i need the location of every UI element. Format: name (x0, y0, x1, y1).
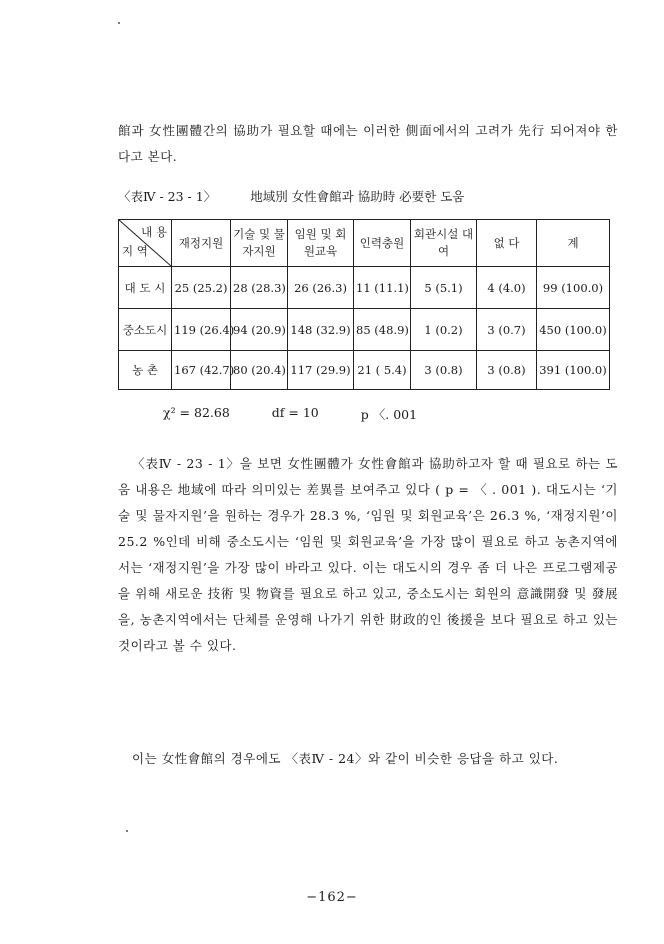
table-cell: 80 (20.4) (231, 351, 288, 390)
data-table (118, 219, 610, 390)
table-cell: 1 (0.2) (411, 309, 477, 351)
table-title: 地域別 女性會館과 協助時 必要한 도움 (250, 189, 465, 204)
table-row (119, 309, 610, 351)
row-header: 중소도시 (119, 309, 172, 351)
table-cell: 85 (48.9) (354, 309, 411, 351)
column-header: 계 (537, 220, 610, 267)
column-header: 회관시설 대 여 (411, 220, 477, 267)
column-header: 기술 및 물자지원 (231, 220, 288, 267)
table-cell: 3 (0.8) (477, 351, 537, 390)
corner-content-label: 내 용 (141, 225, 167, 239)
p-value: p 〈. 001 (360, 407, 418, 422)
row-header: 대 도 시 (119, 267, 172, 309)
table-cell: 26 (26.3) (288, 267, 354, 309)
degrees-of-freedom: df = 10 (271, 405, 319, 420)
column-header: 재정지원 (172, 220, 231, 267)
table-cell: 28 (28.3) (231, 267, 288, 309)
table-cell: 391 (100.0) (537, 351, 610, 390)
table-cell: 117 (29.9) (288, 351, 354, 390)
table-cell: 119 (26.4) (172, 309, 231, 351)
intro-paragraph: 館과 女性團體간의 協助가 필요할 때에는 이러한 側面에서의 고려가 先行 되어져야 한다고 본다. (118, 123, 618, 164)
column-header: 임원 및 회원교육 (288, 220, 354, 267)
corner-region-label: 지 역 (122, 244, 148, 258)
table-cell: 3 (0.7) (477, 309, 537, 351)
table-cell: 5 (5.1) (411, 267, 477, 309)
table-cell: 99 (100.0) (537, 267, 610, 309)
table-header-row (119, 220, 610, 267)
body-paragraph: 이는 女性會館의 경우에도 〈表Ⅳ - 24〉와 같이 비슷한 응답을 하고 있다. (132, 751, 559, 766)
statistics-line (163, 405, 417, 423)
table-caption (118, 187, 608, 205)
table-cell: 11 (11.1) (354, 267, 411, 309)
table-cell: 21 ( 5.4) (354, 351, 411, 390)
column-header: 인력충원 (354, 220, 411, 267)
table-row (119, 267, 610, 309)
row-header: 농 촌 (119, 351, 172, 390)
body-paragraph: 〈表Ⅳ - 23 - 1〉을 보면 女性團體가 女性會館과 協助하고자 할 때 필요로 하는 도움 내용은 地域에 따라 의미있는 差異를 보여주고 있다 ( p = 〈 . 001 ). 대도시는 ‘기술 및 물자지원’을 원하는 경우가 28.3 %, ‘임원 및 회원교육’은 26.3 %, ‘재정지원’이 25.2 %인데 비해 중소도시는 ‘임원 및 회원교육’을 가장 많이 필요로 하고 농촌지역에서는 ‘재정지원’을 가장 많이 바라고 있다. 이는 대도시의 경우 좀 더 나은 프로그램제공을 위해 새로운 技術 및 物資를 필요로 하고 있고, 중소도시는 회원의 意識開發 및 發展을, 농촌지역에서는 단체를 운영해 나가기 위한 財政的인 後援을 보다 필요로 하고 있는 것이라고 볼 수 있다. (118, 456, 618, 653)
table-row (119, 351, 610, 390)
corner-header (119, 220, 172, 267)
table-cell: 167 (42.7) (172, 351, 231, 390)
table-cell: 94 (20.9) (231, 309, 288, 351)
column-header: 없 다 (477, 220, 537, 267)
table-cell: 4 (4.0) (477, 267, 537, 309)
table-cell: 450 (100.0) (537, 309, 610, 351)
table-cell: 3 (0.8) (411, 351, 477, 390)
chi-square-value: χ² = 82.68 (163, 405, 230, 420)
scan-speck (126, 830, 128, 832)
scan-speck (118, 22, 120, 24)
table-cell: 25 (25.2) (172, 267, 231, 309)
page-number: −162− (306, 890, 358, 905)
table-number: 〈表Ⅳ - 23 - 1〉 (118, 189, 217, 204)
table-cell: 148 (32.9) (288, 309, 354, 351)
